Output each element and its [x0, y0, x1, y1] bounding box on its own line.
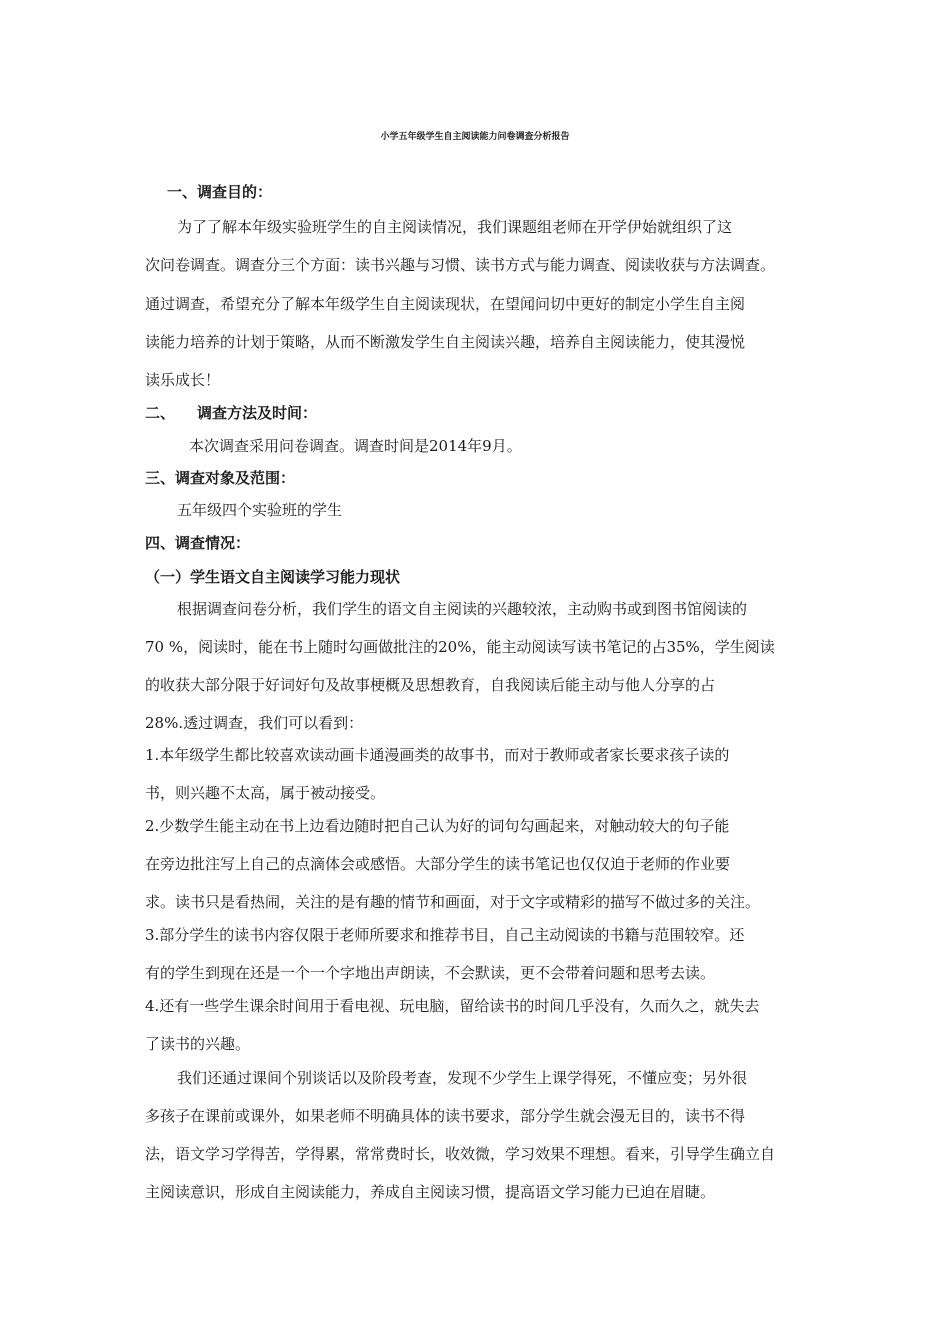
list-item-2-line: 在旁边批注写上自己的点滴体会或感悟。大部分学生的读书笔记也仅仅迫于老师的作业要: [145, 855, 731, 873]
section-1-line: 读乐成长！: [145, 371, 221, 389]
section-1-heading: 一、调查目的：: [167, 183, 273, 201]
section-3-line: 五年级四个实验班的学生: [177, 501, 343, 519]
section-2-heading-number: 二、: [145, 404, 176, 422]
closing-line: 主阅读意识，形成自主阅读能力，养成自主阅读习惯，提高语文学习能力已迫在眉睫。: [145, 1183, 716, 1201]
section-3-heading: 三、调查对象及范围：: [145, 469, 296, 487]
section-1-line: 为了了解本年级实验班学生的自主阅读情况，我们课题组老师在开学伊始就组织了这: [177, 218, 733, 236]
list-item-2-line: 2.少数学生能主动在书上边看边随时把自己认为好的词句勾画起来，对触动较大的句子能: [145, 817, 730, 835]
section-4-line: 28%.透过调查，我们可以看到：: [145, 714, 364, 732]
section-1-line: 次问卷调查。调查分三个方面：读书兴趣与习惯、读书方式与能力调查、阅读收获与方法调查。: [145, 256, 776, 274]
list-item-1-line: 1.本年级学生都比较喜欢读动画卡通漫画类的故事书，而对于教师或者家长要求孩子读的: [145, 746, 730, 764]
section-4-line: 70 %，阅读时，能在书上随时勾画做批注的20%，能主动阅读写读书笔记的占35%，学生阅读: [145, 638, 775, 656]
list-item-3-line: 有的学生到现在还是一个一个字地出声朗读，不会默读，更不会带着问题和思考去读。: [145, 964, 716, 982]
section-4-heading: 四、调查情况：: [145, 534, 251, 552]
section-4-subheading: （一）学生语文自主阅读学习能力现状: [145, 568, 401, 586]
closing-line: 我们还通过课间个别谈话以及阶段考查，发现不少学生上课学得死，不懂应变；另外很: [177, 1069, 748, 1087]
document-title: 小学五年级学生自主阅读能力问卷调查分析报告: [380, 132, 570, 142]
section-2-heading: [145, 402, 317, 424]
section-2-line: 本次调查采用问卷调查。调查时间是2014年9月。: [189, 437, 522, 455]
section-2-heading-text: 调查方法及时间：: [197, 404, 318, 422]
section-1-line: 通过调查，希望充分了解本年级学生自主阅读现状，在望闻问切中更好的制定小学生自主阅: [145, 295, 746, 313]
closing-line: 法，语文学习学得苦，学得累，常常费时长，收效微，学习效果不理想。看来，引导学生确立自: [145, 1145, 776, 1163]
list-item-4-line: 了读书的兴趣。: [145, 1035, 251, 1053]
section-4-line: 的收获大部分限于好词好句及故事梗概及思想教育，自我阅读后能主动与他人分享的占: [145, 676, 716, 694]
list-item-2-line: 求。读书只是看热闹，关注的是有趣的情节和画面，对于文字或精彩的描写不做过多的关注。: [145, 893, 761, 911]
section-1-line: 读能力培养的计划于策略，从而不断激发学生自主阅读兴趣，培养自主阅读能力，使其漫悦: [145, 333, 746, 351]
list-item-4-line: 4.还有一些学生课余时间用于看电视、玩电脑，留给读书的时间几乎没有，久而久之，就失去: [145, 997, 760, 1015]
closing-line: 多孩子在课前或课外，如果老师不明确具体的读书要求，部分学生就会漫无目的，读书不得: [145, 1107, 746, 1125]
list-item-3-line: 3.部分学生的读书内容仅限于老师所要求和推荐书目，自己主动阅读的书籍与范围较窄。还: [145, 926, 745, 944]
list-item-1-line: 书，则兴趣不太高，属于被动接受。: [145, 784, 386, 802]
section-4-line: 根据调查问卷分析，我们学生的语文自主阅读的兴趣较浓，主动购书或到图书馆阅读的: [177, 600, 748, 618]
